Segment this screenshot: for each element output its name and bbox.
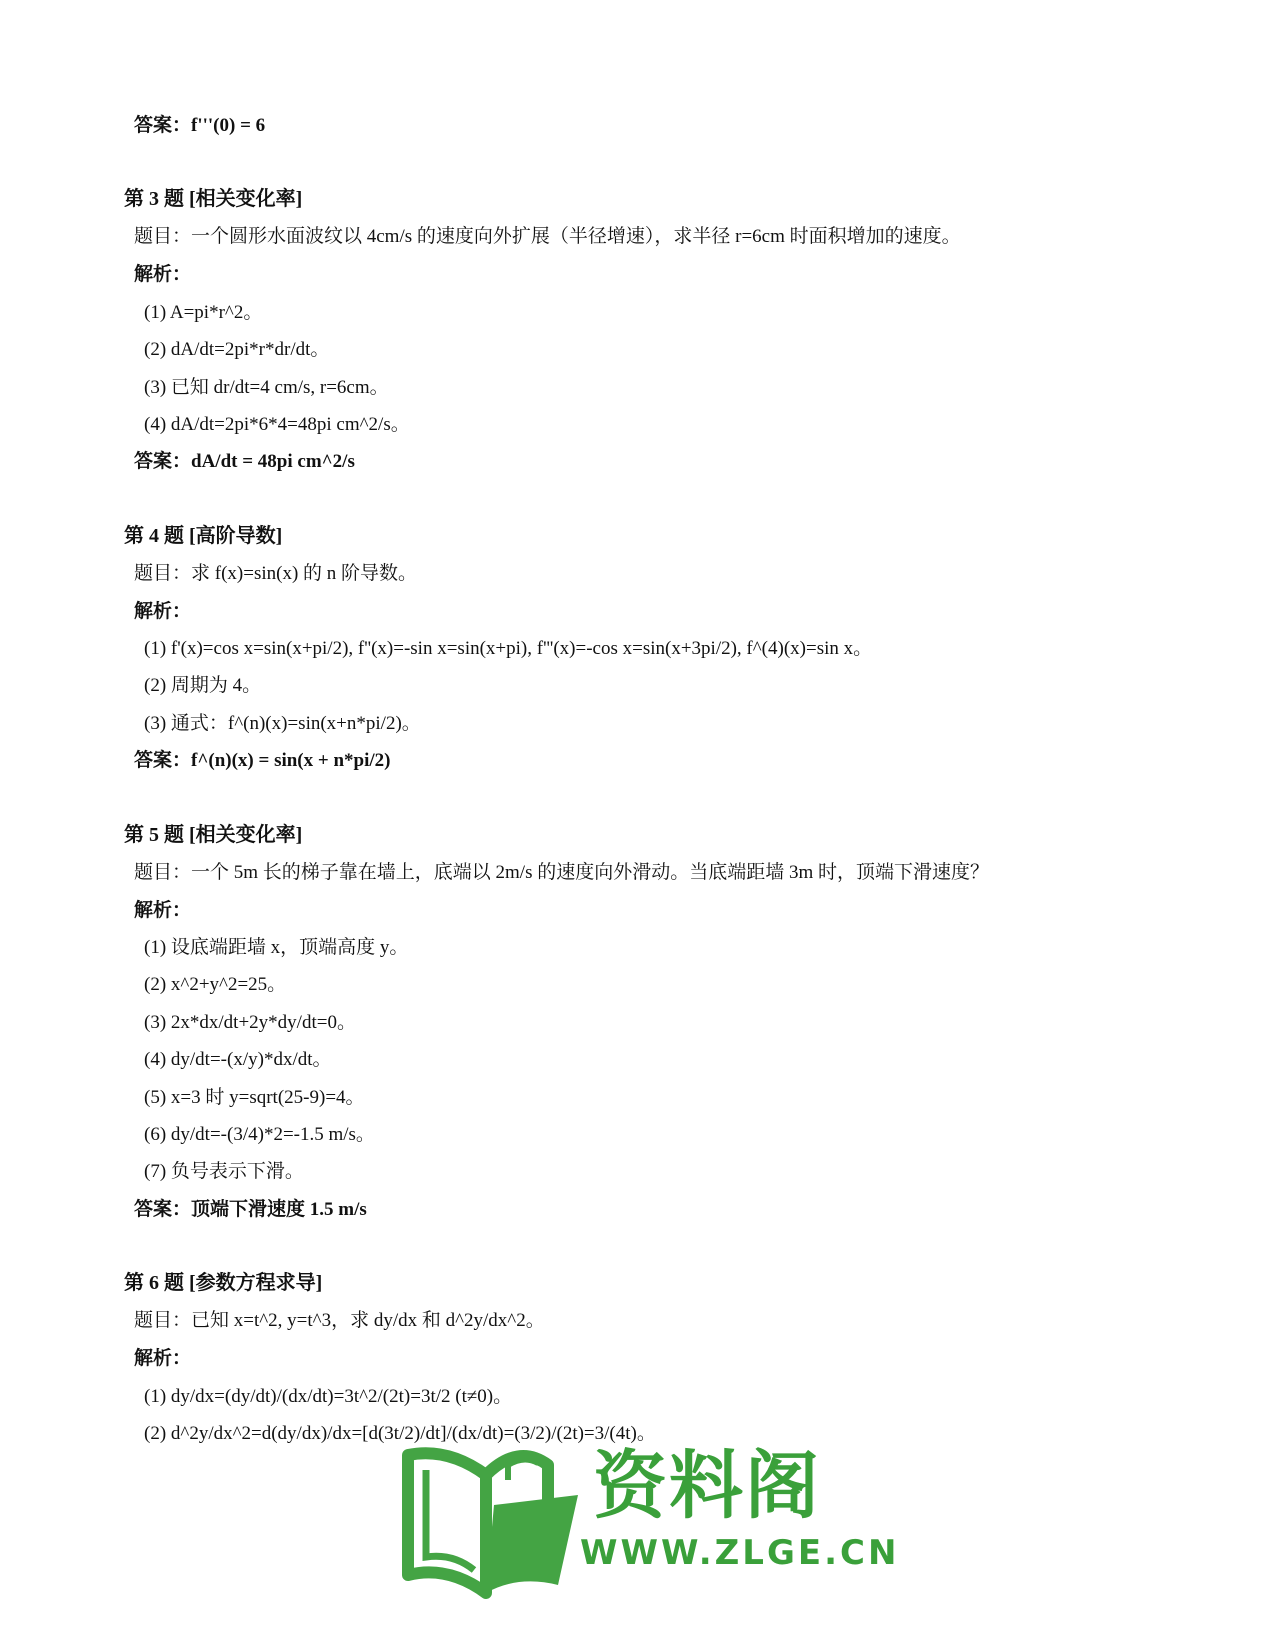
question-4-analysis-label: 解析： <box>134 601 192 622</box>
answer-q2: 答案：f'''(0) = 6 <box>134 115 266 136</box>
watermark-url: WWW.ZLGE.CN <box>580 1533 900 1573</box>
question-3-step-2: (2) dA/dt=2pi*r*dr/dt。 <box>144 339 330 360</box>
question-3-answer: 答案：dA/dt = 48pi cm^2/s <box>134 451 355 472</box>
question-3-step-1: (1) A=pi*r^2。 <box>144 302 263 323</box>
question-4-step-3: (3) 通式：f^(n)(x)=sin(x+n*pi/2)。 <box>144 713 421 734</box>
question-3-prompt: 题目：一个圆形水面波纹以 4cm/s 的速度向外扩展（半径增速），求半径 r=6cm 时面积增加的速度。 <box>134 226 961 247</box>
question-5-step-1: (1) 设底端距墙 x，顶端高度 y。 <box>144 937 409 958</box>
question-6-step-1: (1) dy/dx=(dy/dt)/(dx/dt)=3t^2/(2t)=3t/2 (t≠0)。 <box>144 1386 513 1407</box>
question-4-heading: 第 4 题 [高阶导数] <box>124 525 283 547</box>
question-4-step-1: (1) f'(x)=cos x=sin(x+pi/2), f''(x)=-sin x=sin(x+pi), f'''(x)=-cos x=sin(x+3pi/2), f^(4)(x)=sin x。 <box>144 638 873 659</box>
question-5-step-2: (2) x^2+y^2=25。 <box>144 974 287 995</box>
question-6-step-2: (2) d^2y/dx^2=d(dy/dx)/dx=[d(3t/2)/dt]/(dx/dt)=(3/2)/(2t)=3/(4t)。 <box>144 1423 656 1444</box>
watermark-title: 资料阁 <box>593 1443 821 1529</box>
question-5-step-7: (7) 负号表示下滑。 <box>144 1161 304 1182</box>
question-3-analysis-label: 解析： <box>134 264 192 285</box>
question-6-heading: 第 6 题 [参数方程求导] <box>124 1272 323 1294</box>
question-6-analysis-label: 解析： <box>134 1348 192 1369</box>
watermark-logo <box>398 1425 900 1600</box>
question-5-answer: 答案：顶端下滑速度 1.5 m/s <box>134 1199 367 1220</box>
question-5-step-3: (3) 2x*dx/dt+2y*dy/dt=0。 <box>144 1012 356 1033</box>
question-5-step-6: (6) dy/dt=-(3/4)*2=-1.5 m/s。 <box>144 1124 375 1145</box>
question-3-heading: 第 3 题 [相关变化率] <box>124 188 303 210</box>
question-3-step-3: (3) 已知 dr/dt=4 cm/s, r=6cm。 <box>144 377 389 398</box>
question-5-analysis-label: 解析： <box>134 900 192 921</box>
question-6-prompt: 题目：已知 x=t^2, y=t^3，求 dy/dx 和 d^2y/dx^2。 <box>134 1310 545 1331</box>
question-4-answer: 答案：f^(n)(x) = sin(x + n*pi/2) <box>134 750 391 771</box>
question-5-heading: 第 5 题 [相关变化率] <box>124 824 303 846</box>
question-3-step-4: (4) dA/dt=2pi*6*4=48pi cm^2/s。 <box>144 414 410 435</box>
question-5-step-4: (4) dy/dt=-(x/y)*dx/dt。 <box>144 1049 332 1070</box>
question-4-prompt: 题目：求 f(x)=sin(x) 的 n 阶导数。 <box>134 563 418 584</box>
book-logo-icon <box>398 1425 588 1600</box>
question-5-prompt: 题目：一个 5m 长的梯子靠在墙上，底端以 2m/s 的速度向外滑动。当底端距墙 3m 时，顶端下滑速度？ <box>134 862 990 883</box>
question-5-step-5: (5) x=3 时 y=sqrt(25-9)=4。 <box>144 1087 365 1108</box>
question-4-step-2: (2) 周期为 4。 <box>144 675 262 696</box>
